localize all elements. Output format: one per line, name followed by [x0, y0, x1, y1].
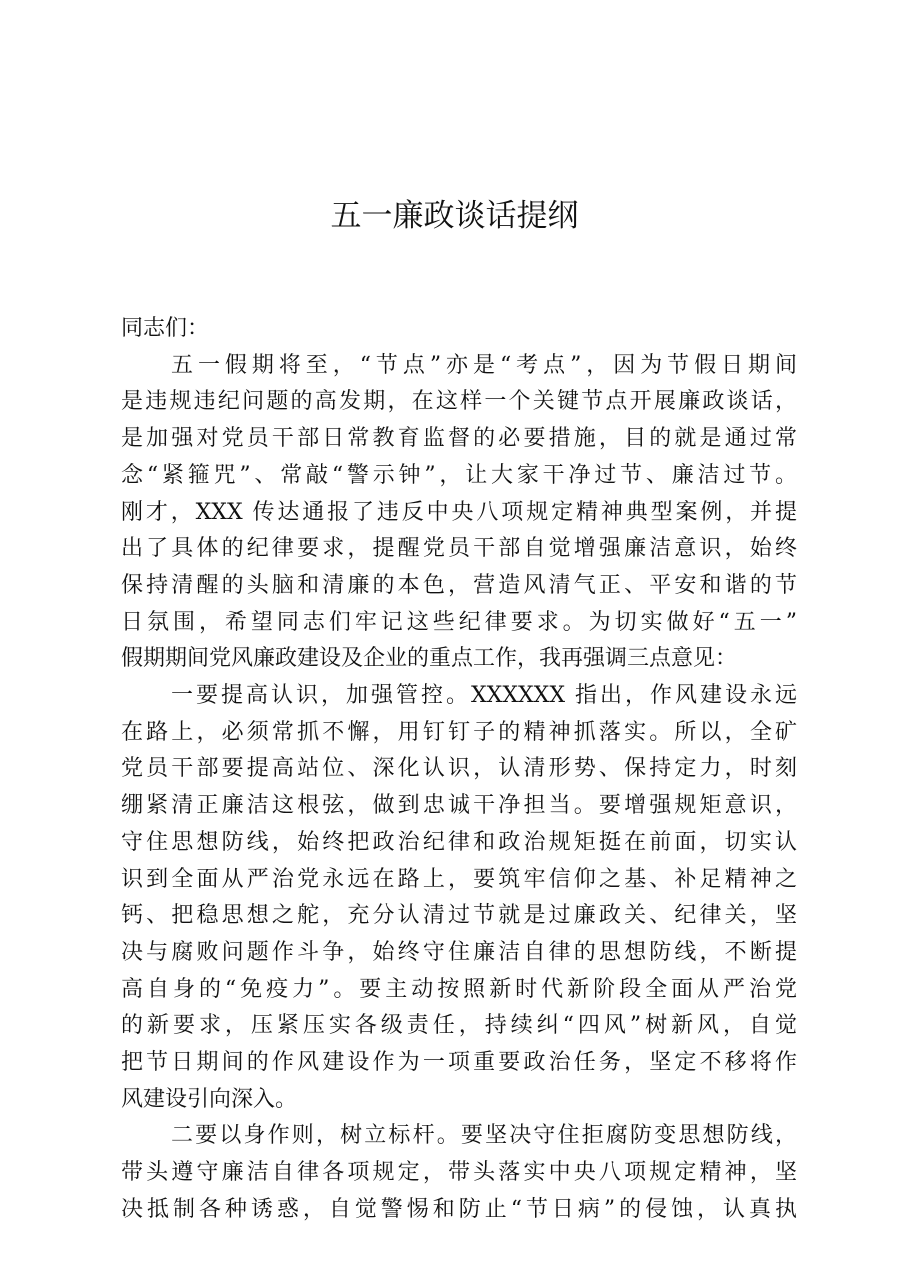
text-line: 是加强对党员干部日常教育监督的必要措施，目的就是通过常 [121, 426, 797, 452]
text-line: 把节日期间的作风建设作为一项重要政治任务，坚定不移将作 [121, 1050, 797, 1076]
text-line: 刚才，XXX 传达通报了违反中央八项规定精神典型案例，并提 [121, 499, 797, 525]
salutation: 同志们： [121, 316, 210, 341]
text-line: 的新要求，压紧压实各级责任，持续纠“四风”树新风，自觉 [121, 1013, 797, 1039]
text-line: 保持清醒的头脑和清廉的本色，营造风清气正、平安和谐的节 [121, 572, 797, 598]
text-line: 五一假期将至，“节点”亦是“考点”，因为节假日期间 [171, 352, 797, 378]
text-line: 绷紧清正廉洁这根弦，做到忠诚干净担当。要增强规矩意识， [121, 793, 797, 819]
text-line: 风建设引向深入。 [121, 1086, 298, 1112]
text-line: 一要提高认识，加强管控。XXXXXX 指出，作风建设永远 [171, 683, 797, 709]
text-line: 决抵制各种诱惑，自觉警惕和防止“节日病”的侵蚀，认真执 [121, 1196, 797, 1222]
text-line: 带头遵守廉洁自律各项规定，带头落实中央八项规定精神，坚 [121, 1160, 797, 1186]
paragraph-point-one [121, 678, 797, 1118]
paragraph-point-two [121, 1118, 797, 1228]
text-line: 二要以身作则，树立标杆。要坚决守住拒腐防变思想防线， [171, 1123, 797, 1149]
text-line: 念“紧箍咒”、常敲“警示钟”，让大家干净过节、廉洁过节。 [121, 462, 797, 488]
page-title: 五一廉政谈话提纲 [330, 198, 579, 234]
text-line: 假期期间党风廉政建设及企业的重点工作，我再强调三点意见： [121, 646, 738, 672]
text-line: 出了具体的纪律要求，提醒党员干部自觉增强廉洁意识，始终 [121, 536, 797, 562]
text-line: 日氛围，希望同志们牢记这些纪律要求。为切实做好“五一” [121, 609, 797, 635]
text-line: 高自身的“免疫力”。要主动按照新时代新阶段全面从严治党 [121, 976, 797, 1002]
text-line: 守住思想防线，始终把政治纪律和政治规矩挺在前面，切实认 [121, 829, 797, 855]
text-line: 在路上，必须常抓不懈，用钉钉子的精神抓落实。所以，全矿 [121, 719, 797, 745]
document-body [121, 311, 797, 1229]
text-line: 党员干部要提高站位、深化认识，认清形势、保持定力，时刻 [121, 756, 797, 782]
text-line: 识到全面从严治党永远在路上，要筑牢信仰之基、补足精神之 [121, 866, 797, 892]
paragraph-intro [121, 348, 797, 678]
text-line: 钙、把稳思想之舵，充分认清过节就是过廉政关、纪律关，坚 [121, 903, 797, 929]
text-line: 决与腐败问题作斗争，始终守住廉洁自律的思想防线，不断提 [121, 939, 797, 965]
text-line: 是违规违纪问题的高发期，在这样一个关键节点开展廉政谈话， [121, 389, 797, 415]
